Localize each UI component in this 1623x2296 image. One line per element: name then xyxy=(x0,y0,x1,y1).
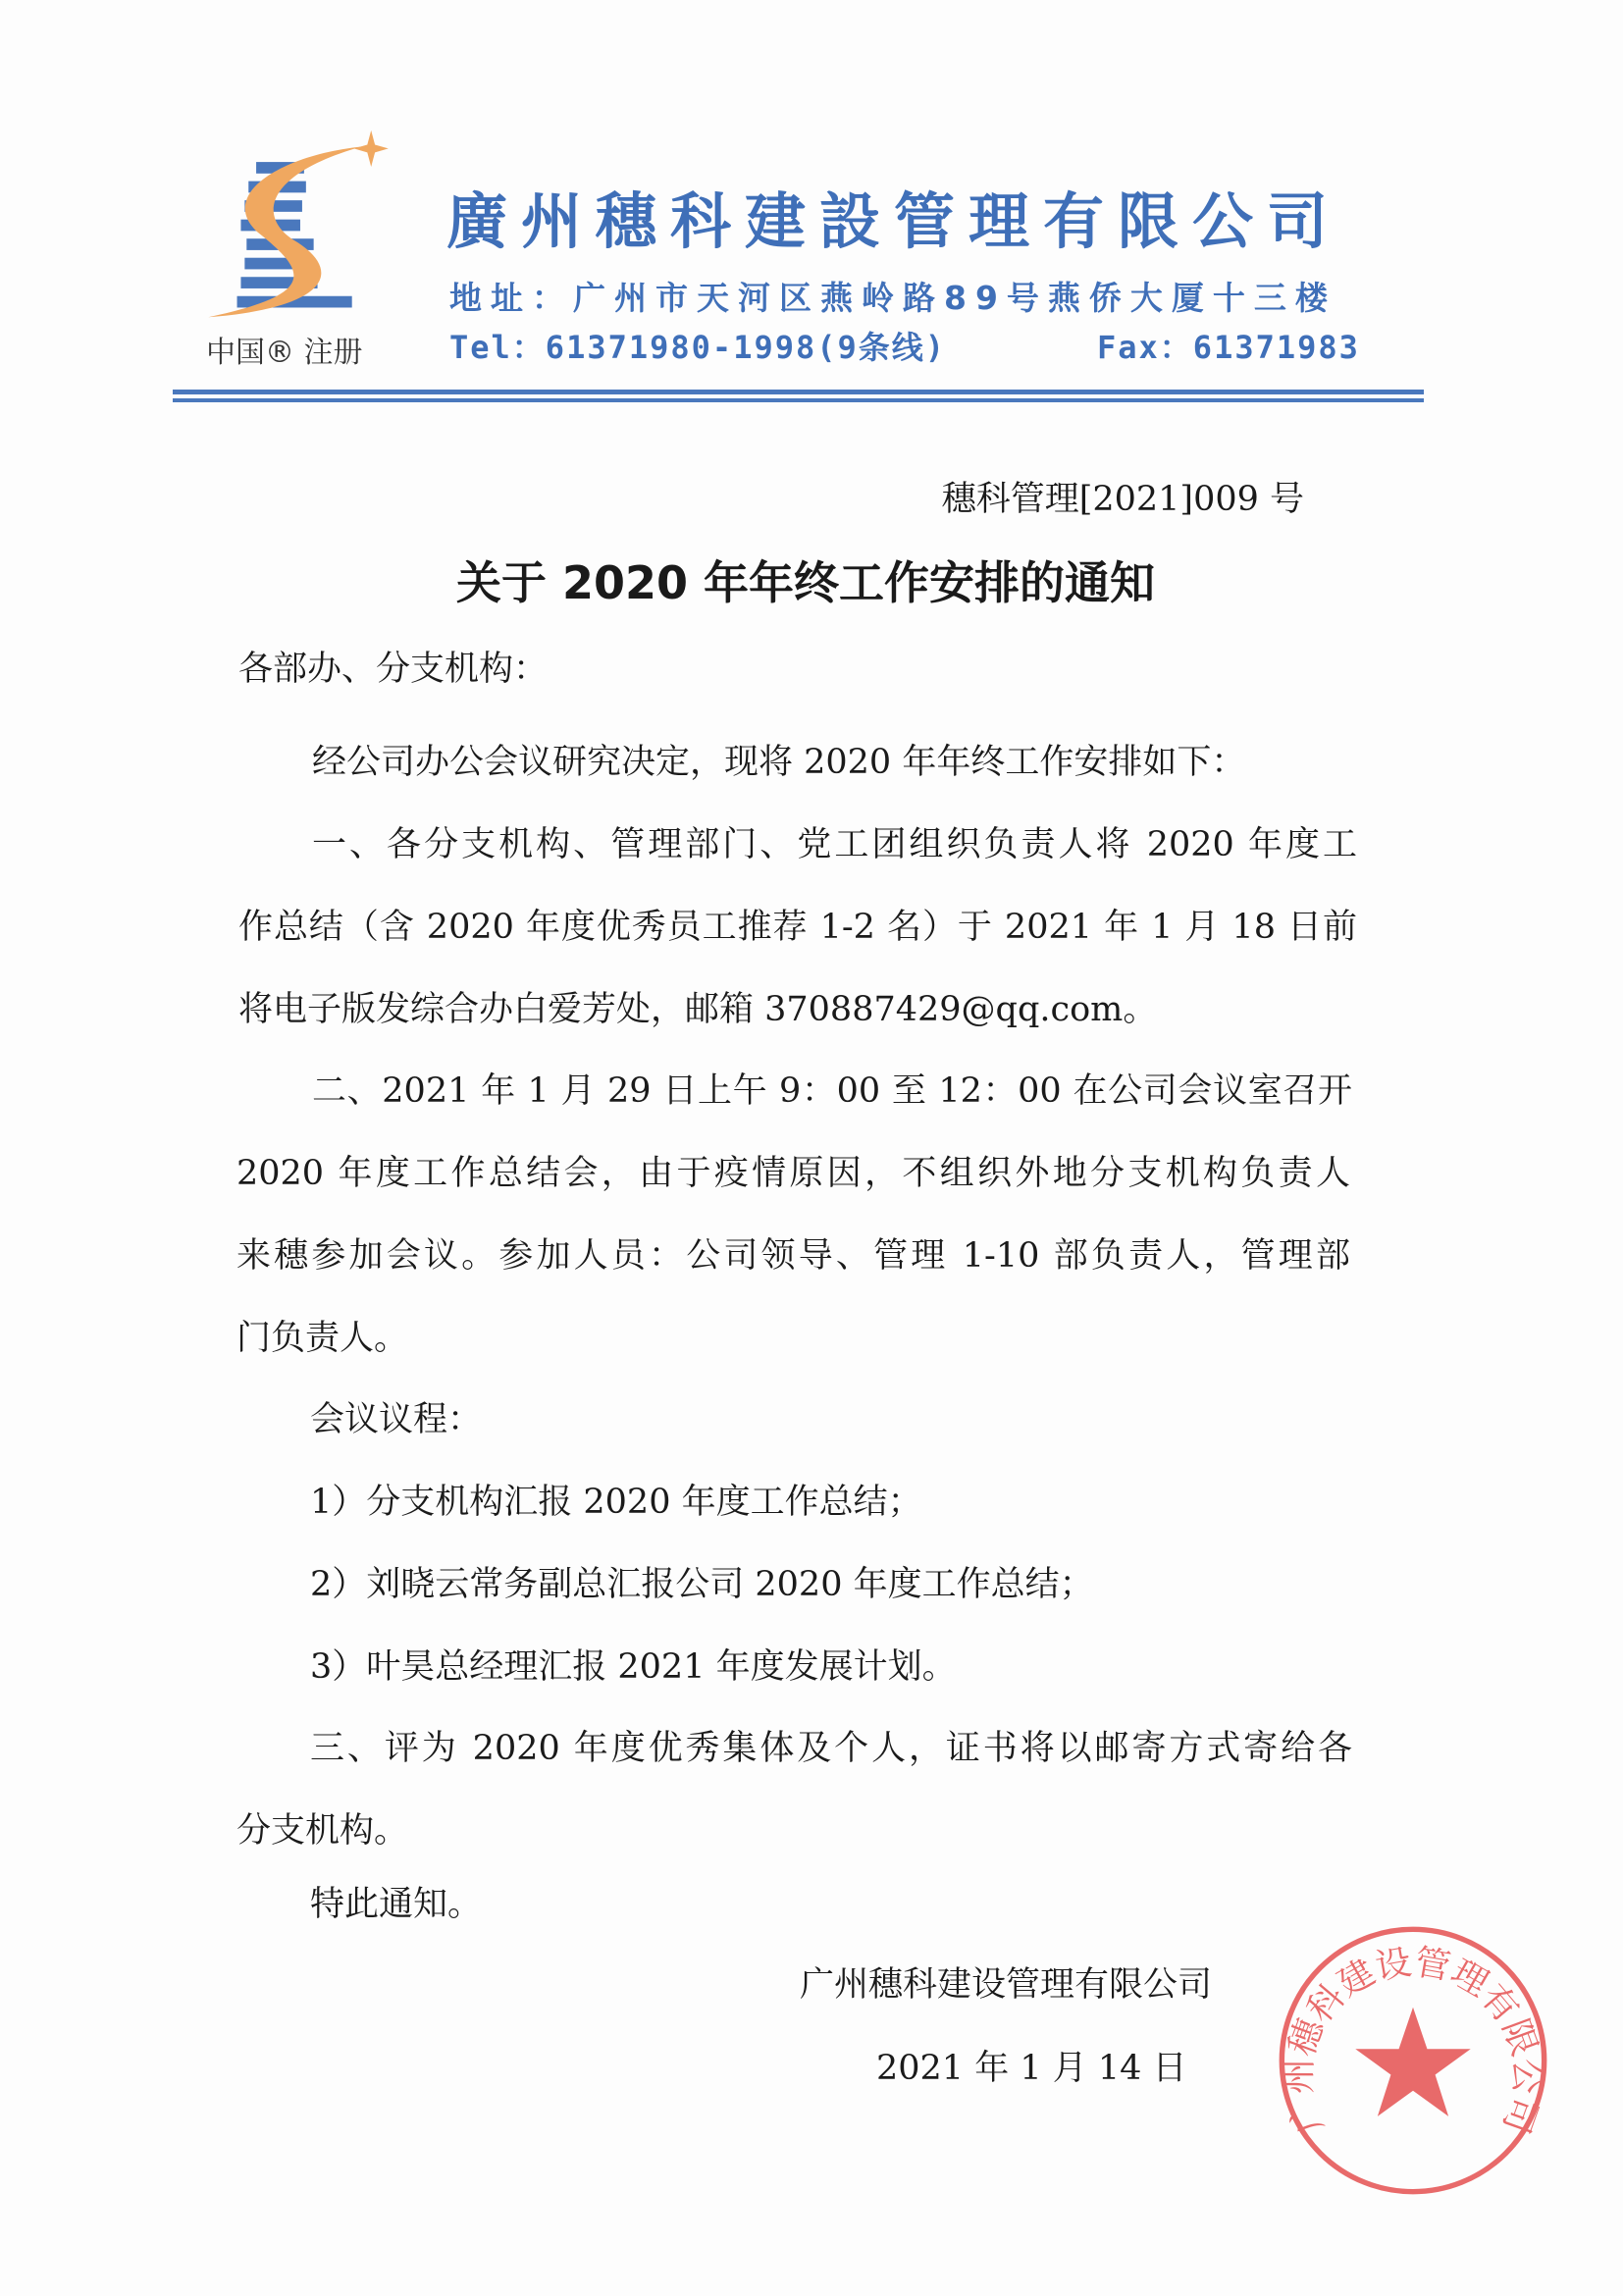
body-line: 二、2021 年 1 月 29 日上午 9：00 至 12：00 在公司会议室召开 xyxy=(312,1071,1352,1111)
body-line: 1）分支机构汇报 2020 年度工作总结； xyxy=(310,1483,922,1522)
body-line: 特此通知。 xyxy=(310,1885,483,1924)
letterhead-fax: Fax：61371983 xyxy=(1097,329,1360,366)
body-line: 分支机构。 xyxy=(236,1811,409,1851)
document-number: 穗科管理[2021]009 号 xyxy=(941,480,1304,519)
company-logo-icon xyxy=(196,126,402,327)
body-line: 来穗参加会议。参加人员：公司领导、管理 1-10 部负责人，管理部 xyxy=(236,1236,1350,1276)
stamp-text: 广州穗科建设管理有限公司 xyxy=(1278,1940,1548,2139)
letterhead-divider xyxy=(173,390,1424,394)
body-line: 一、各分支机构、管理部门、党工团组织负责人将 2020 年度工 xyxy=(312,825,1357,864)
body-line: 经公司办公会议研究决定，现将 2020 年年终工作安排如下： xyxy=(312,743,1246,782)
body-line: 将电子版发综合办白爱芳处，邮箱 370887429@qq.com。 xyxy=(238,990,1158,1029)
registration-mark: 中国® 注册 xyxy=(206,336,363,370)
salutation: 各部办、分支机构： xyxy=(238,650,549,689)
signature-date: 2021 年 1 月 14 日 xyxy=(876,2049,1187,2088)
company-seal-stamp xyxy=(1276,1923,1550,2198)
body-line: 作总结（含 2020 年度优秀员工推荐 1-2 名）于 2021 年 1 月 18 日前 xyxy=(238,908,1357,947)
signature-company: 广州穗科建设管理有限公司 xyxy=(800,1965,1213,2005)
letterhead-address: 地址：广州市天河区燕岭路89号燕侨大厦十三楼 xyxy=(449,279,1336,317)
letterhead-company-name: 廣州穗科建設管理有限公司 xyxy=(446,185,1342,257)
body-line: 3）叶昊总经理汇报 2021 年度发展计划。 xyxy=(310,1647,957,1687)
letterhead-divider xyxy=(173,398,1424,402)
letterhead-tel: Tel：61371980-1998(9条线) xyxy=(449,329,947,366)
body-line: 2020 年度工作总结会，由于疫情原因，不组织外地分支机构负责人 xyxy=(236,1154,1350,1193)
body-line: 三、评为 2020 年度优秀集体及个人，证书将以邮寄方式寄给各 xyxy=(310,1729,1352,1768)
body-line: 会议议程： xyxy=(310,1400,483,1439)
body-line: 2）刘晓云常务副总汇报公司 2020 年度工作总结； xyxy=(310,1565,1094,1604)
body-line: 门负责人。 xyxy=(236,1319,409,1358)
document-title: 关于 2020 年年终工作安排的通知 xyxy=(455,556,1156,609)
